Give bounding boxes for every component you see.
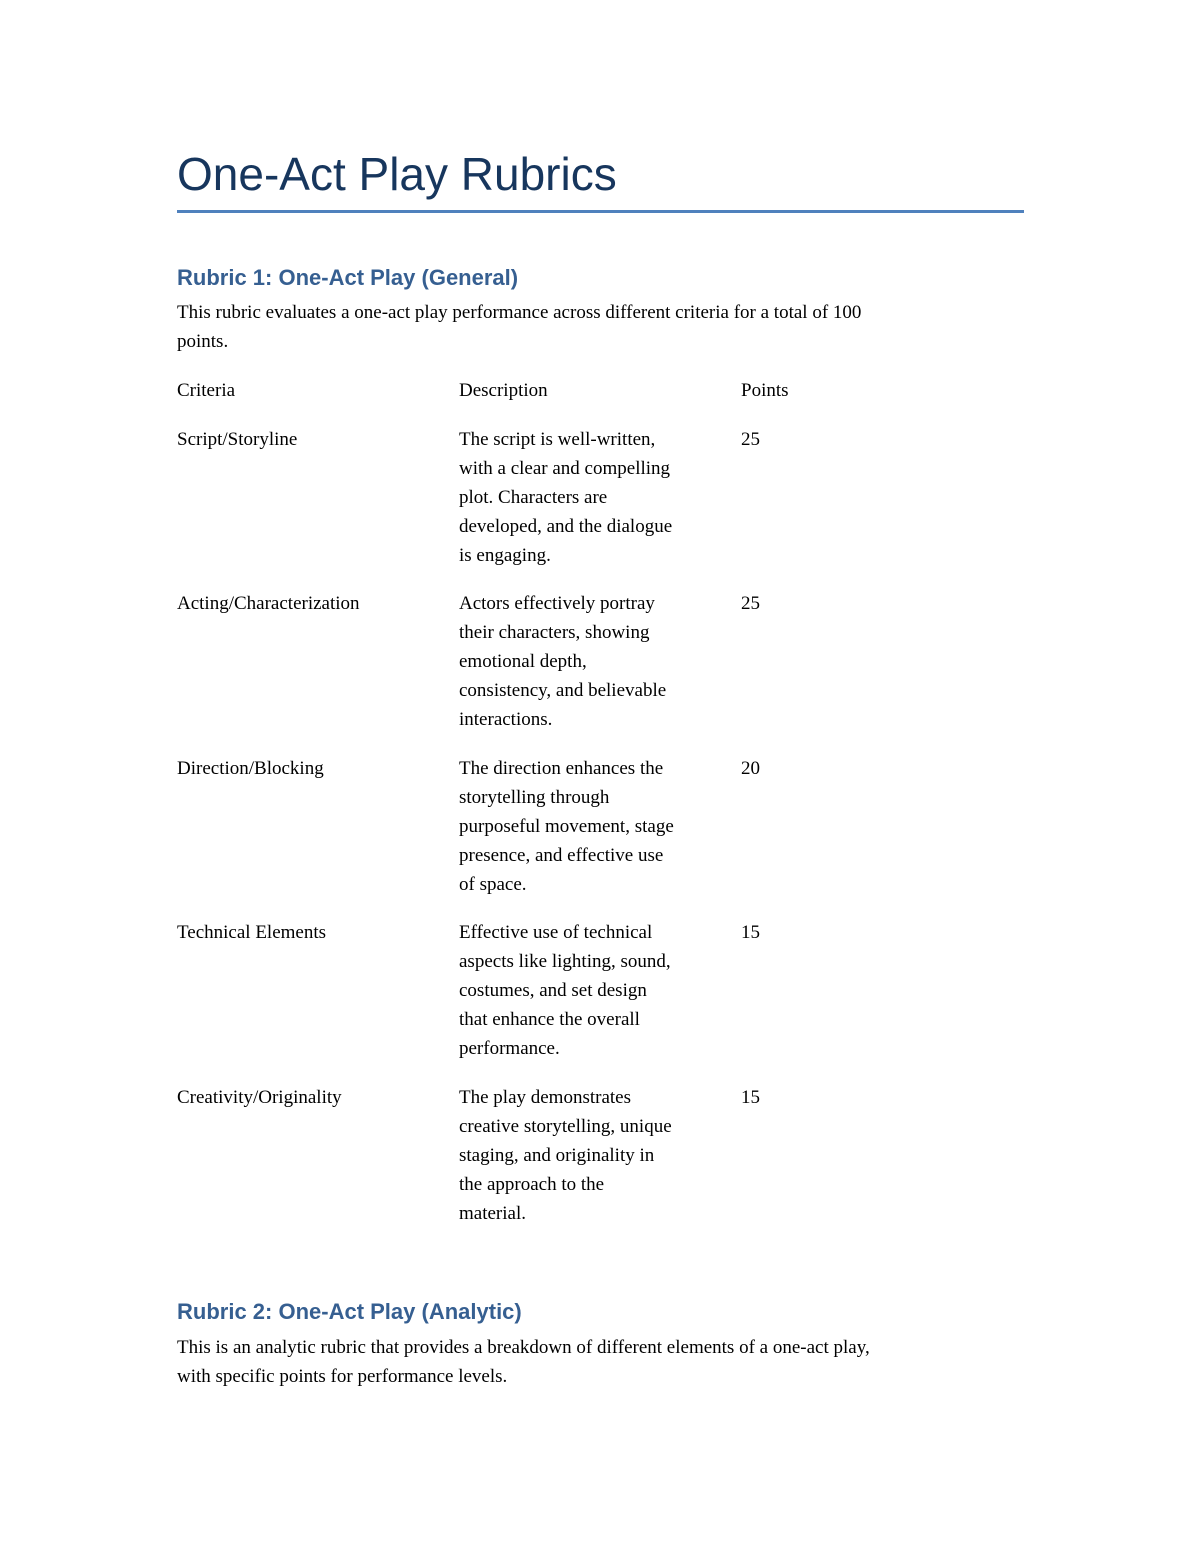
table-row: [177, 1083, 1024, 1243]
rubric1-heading: Rubric 1: One-Act Play (General): [177, 265, 519, 290]
description-line: aspects like lighting, sound,: [459, 951, 671, 972]
description-line: interactions.: [459, 709, 553, 730]
criteria-cell: Direction/Blocking: [177, 758, 324, 779]
description-line: is engaging.: [459, 545, 551, 566]
description-line: purposeful movement, stage: [459, 816, 674, 837]
document-title: One-Act Play Rubrics: [177, 148, 617, 200]
title-underline-rule: [177, 210, 1024, 213]
description-cell: [459, 918, 741, 1063]
header-points: Points: [741, 380, 789, 401]
header-description: Description: [459, 380, 548, 401]
description-line: costumes, and set design: [459, 980, 647, 1001]
table-row: [177, 754, 1024, 918]
table-row: [177, 425, 1024, 589]
table-row: [177, 918, 1024, 1083]
points-cell: 25: [741, 429, 760, 450]
description-line: the approach to the: [459, 1174, 605, 1195]
criteria-cell: Acting/Characterization: [177, 593, 360, 614]
rubric1-intro: [177, 298, 1024, 356]
description-line: staging, and originality in: [459, 1145, 655, 1166]
rubric2-intro-line2: with specific points for performance levels.: [177, 1366, 508, 1387]
points-cell: 15: [741, 1087, 760, 1108]
rubric1-table: [177, 376, 1024, 1243]
description-line: of space.: [459, 874, 527, 895]
header-criteria: Criteria: [177, 380, 236, 401]
description-line: consistency, and believable: [459, 680, 667, 701]
description-cell: [459, 1083, 741, 1228]
points-cell: 20: [741, 758, 760, 779]
description-line: presence, and effective use: [459, 845, 664, 866]
points-cell: 25: [741, 593, 760, 614]
table-header-row: [177, 376, 1024, 425]
rubric1-intro-line1: This rubric evaluates a one-act play performance across different criteria for a total of 100: [177, 302, 862, 323]
rubric2-intro: [177, 1333, 1024, 1391]
criteria-cell: Technical Elements: [177, 922, 327, 943]
description-line: The direction enhances the: [459, 758, 664, 779]
description-line: Actors effectively portray: [459, 593, 655, 614]
description-line: creative storytelling, unique: [459, 1116, 672, 1137]
description-line: The script is well-written,: [459, 429, 656, 450]
description-line: with a clear and compelling: [459, 458, 671, 479]
rubric1-intro-line2: points.: [177, 331, 229, 352]
table-row: [177, 589, 1024, 754]
points-cell: 15: [741, 922, 760, 943]
criteria-cell: Script/Storyline: [177, 429, 298, 450]
rubric2-heading: Rubric 2: One-Act Play (Analytic): [177, 1299, 522, 1324]
description-line: their characters, showing: [459, 622, 650, 643]
description-line: plot. Characters are: [459, 487, 608, 508]
description-cell: [459, 754, 741, 899]
description-cell: [459, 425, 741, 570]
description-cell: [459, 589, 741, 734]
description-line: performance.: [459, 1038, 560, 1059]
rubric2-intro-line1: This is an analytic rubric that provides a breakdown of different elements of a one-act play,: [177, 1337, 870, 1358]
description-line: developed, and the dialogue: [459, 516, 673, 537]
description-line: emotional depth,: [459, 651, 587, 672]
description-line: Effective use of technical: [459, 922, 653, 943]
table-body: [177, 425, 1024, 1243]
description-line: The play demonstrates: [459, 1087, 632, 1108]
description-line: storytelling through: [459, 787, 610, 808]
criteria-cell: Creativity/Originality: [177, 1087, 342, 1108]
description-line: that enhance the overall: [459, 1009, 640, 1030]
description-line: material.: [459, 1203, 526, 1224]
